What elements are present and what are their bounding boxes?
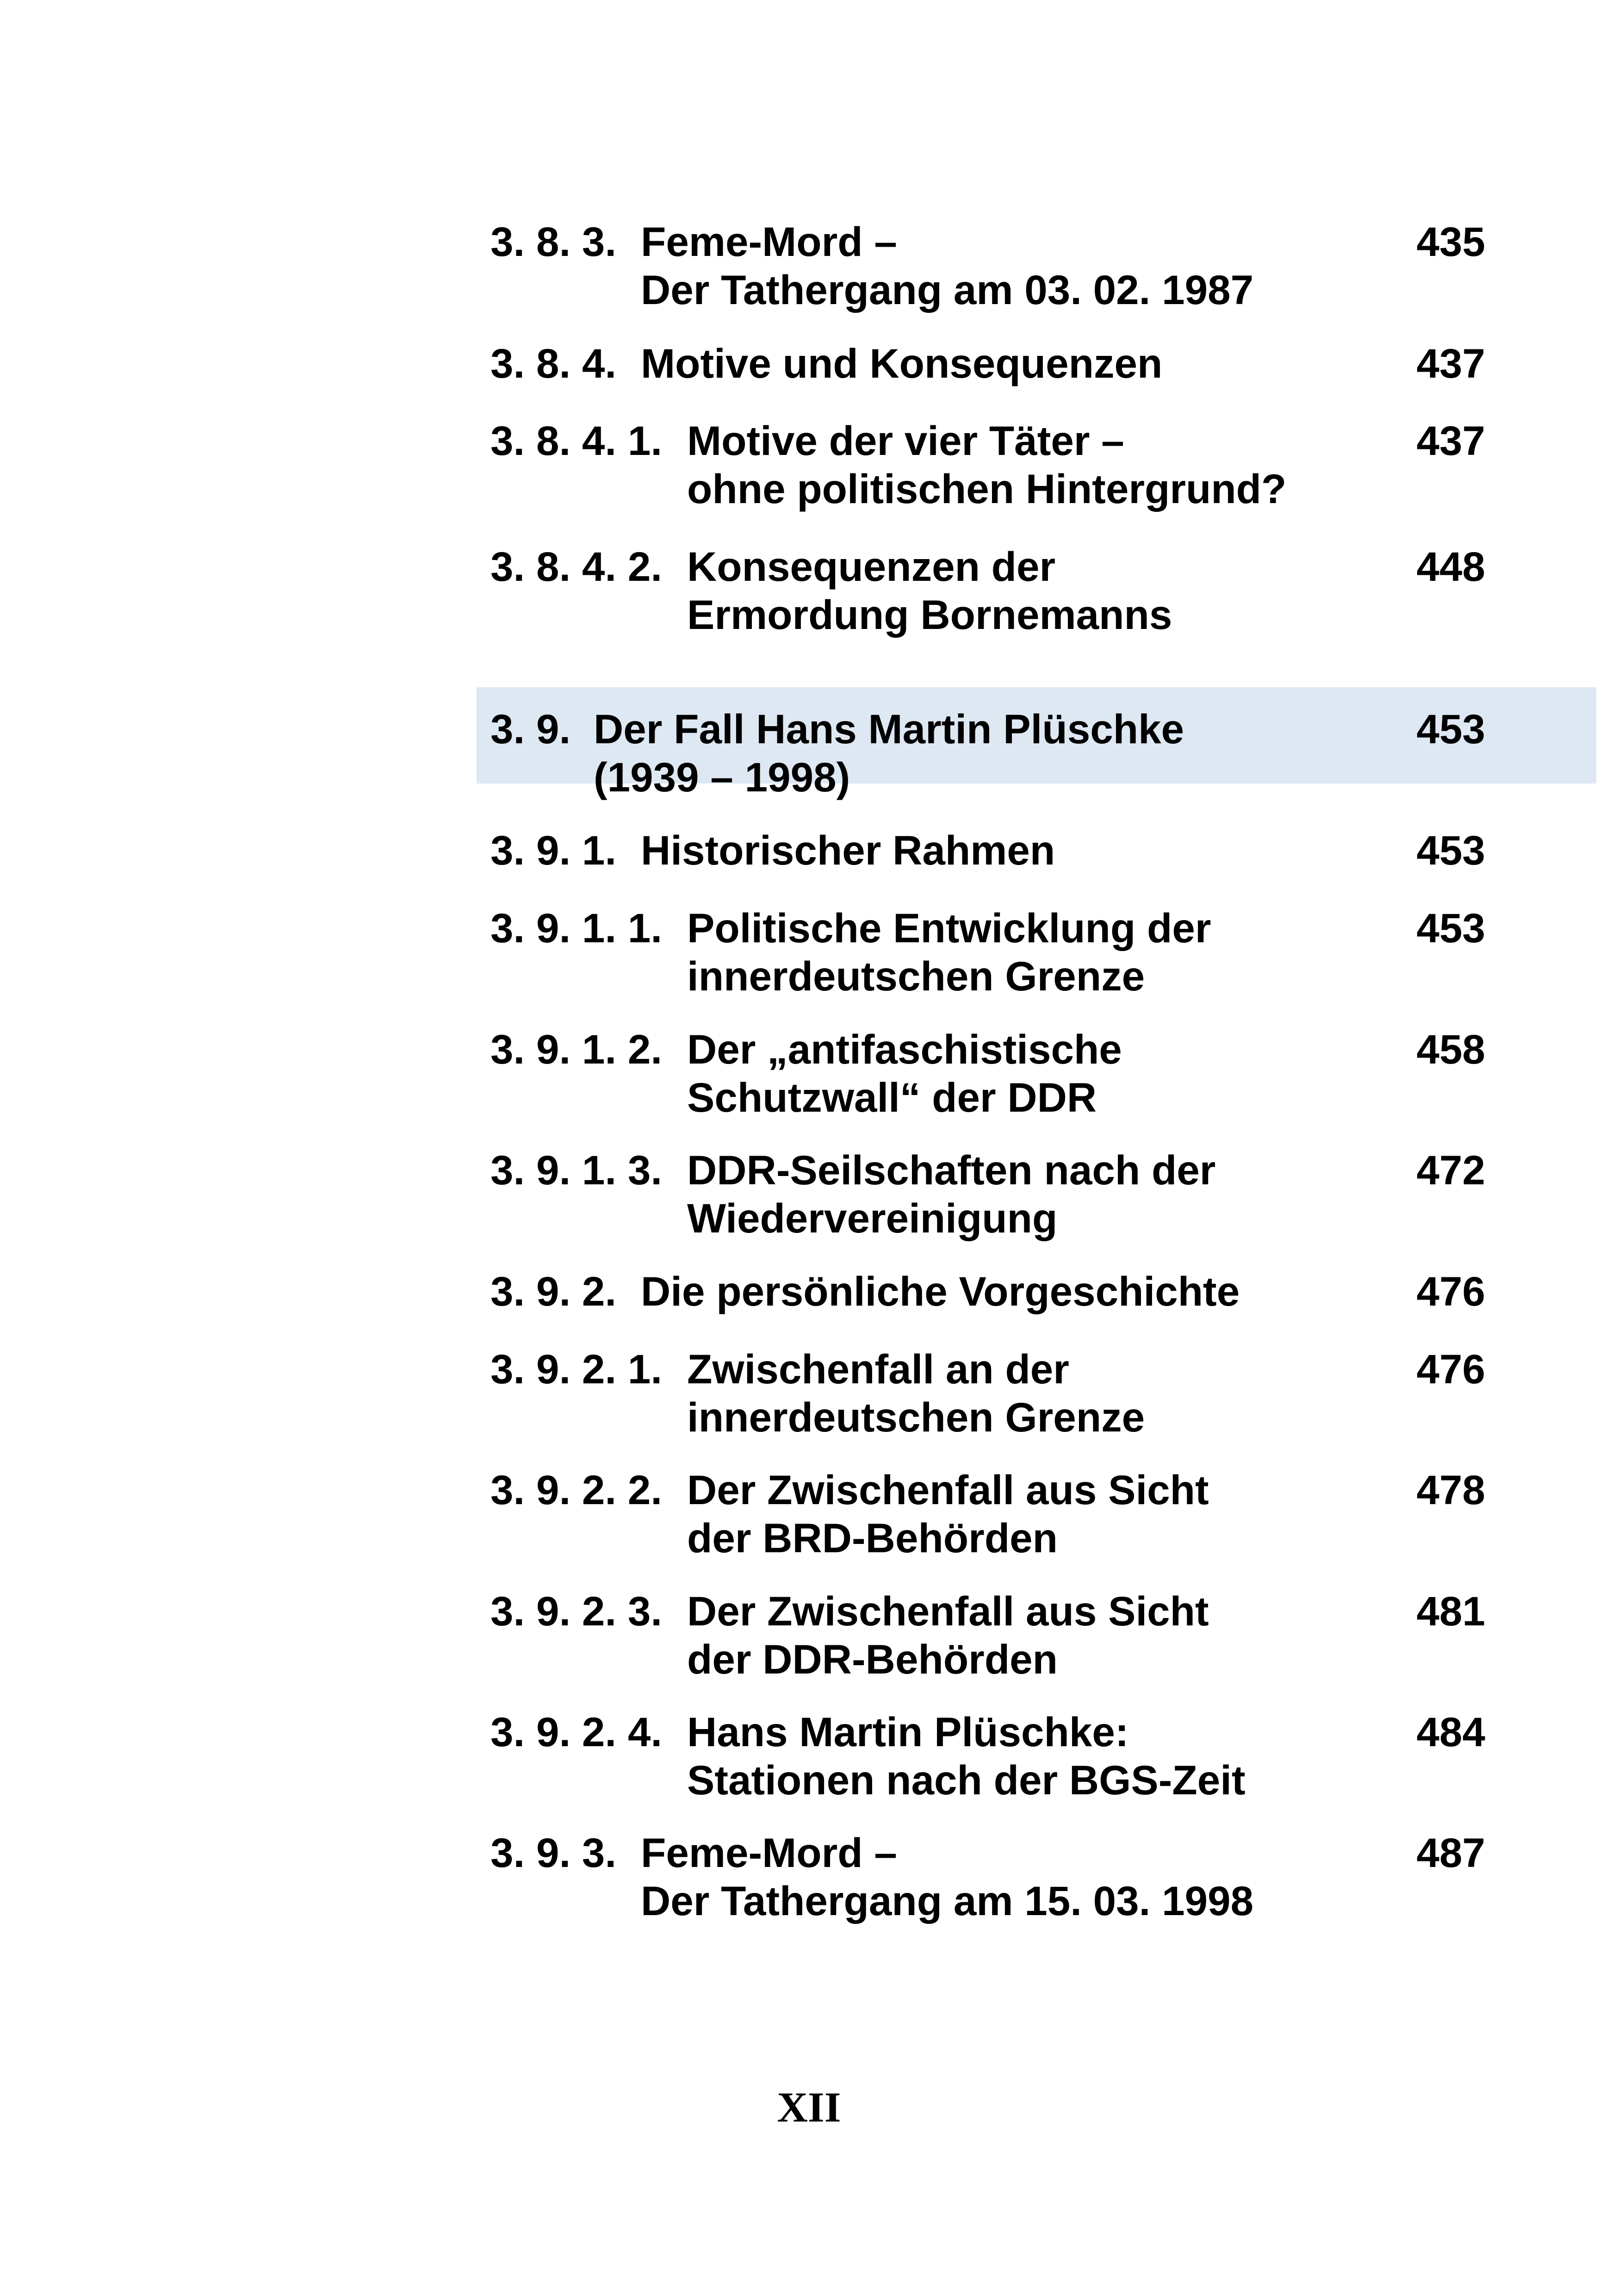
page-number: 481 [1416, 1588, 1485, 1634]
section-number: 3. 8. 4. [490, 340, 617, 386]
section-number: 3. 8. 3. [490, 218, 617, 265]
page-number: 476 [1416, 1268, 1485, 1314]
section-title [641, 1267, 1240, 1315]
section-number: 3. 9. 2. 4. [490, 1709, 663, 1755]
section-title-line: Der Zwischenfall aus Sicht [687, 1588, 1209, 1634]
section-title [687, 417, 1286, 513]
section-title-line: (1939 – 1998) [594, 754, 850, 800]
page-number: 435 [1416, 218, 1485, 265]
section-title-line: Der „antifaschistische [687, 1026, 1122, 1072]
section-number: 3. 9. 2. 2. [490, 1467, 663, 1513]
section-title [641, 339, 1162, 387]
section-title-line: Der Tathergang am 03. 02. 1987 [641, 267, 1254, 313]
section-title [641, 826, 1055, 874]
section-title [687, 1587, 1209, 1683]
section-title-line: innerdeutschen Grenze [687, 953, 1145, 999]
section-number: 3. 8. 4. 1. [490, 417, 663, 464]
page-number: 478 [1416, 1467, 1485, 1513]
section-number: 3. 9. [490, 706, 571, 752]
section-title-line: Der Tathergang am 15. 03. 1998 [641, 1878, 1254, 1924]
section-title-line: ohne politischen Hintergrund? [687, 466, 1287, 512]
section-title-line: Politische Entwicklung der [687, 905, 1211, 951]
page-footer-numeral: XII [777, 2084, 841, 2131]
section-title [687, 904, 1211, 1000]
section-title-line: der DDR-Behörden [687, 1636, 1058, 1682]
section-title [687, 1708, 1246, 1804]
section-number: 3. 9. 2. 1. [490, 1346, 663, 1392]
section-title-line: innerdeutschen Grenze [687, 1394, 1145, 1440]
page-number: 453 [1416, 706, 1485, 752]
section-number: 3. 9. 1. [490, 827, 617, 873]
page-number: 484 [1416, 1709, 1485, 1755]
page-number: 448 [1416, 543, 1485, 590]
section-title-line: Die persönliche Vorgeschichte [641, 1268, 1240, 1314]
page-number: 437 [1416, 340, 1485, 386]
section-number: 3. 9. 1. 3. [490, 1147, 663, 1193]
section-title-line: Motive und Konsequenzen [641, 340, 1163, 386]
page-number: 453 [1416, 905, 1485, 951]
section-title-line: Zwischenfall an der [687, 1346, 1069, 1392]
page-number: 487 [1416, 1829, 1485, 1876]
section-title-line: DDR-Seilschaften nach der [687, 1147, 1216, 1193]
section-title-line: Stationen nach der BGS-Zeit [687, 1757, 1246, 1803]
page-number: 437 [1416, 417, 1485, 464]
page-number: 453 [1416, 827, 1485, 873]
section-title-line: Konsequenzen der [687, 543, 1056, 590]
section-title-line: Ermordung Bornemanns [687, 591, 1172, 638]
section-title-line: Feme-Mord – [641, 1829, 897, 1876]
section-title [641, 1829, 1253, 1925]
section-title-line: Historischer Rahmen [641, 827, 1055, 873]
section-number: 3. 9. 3. [490, 1829, 617, 1876]
section-title [687, 542, 1172, 639]
section-title-line: Hans Martin Plüschke: [687, 1709, 1129, 1755]
section-title-line: Wiedervereinigung [687, 1195, 1058, 1241]
section-number: 3. 9. 2. [490, 1268, 617, 1314]
page-number: 458 [1416, 1026, 1485, 1072]
section-title [687, 1345, 1145, 1441]
section-title-line: Der Zwischenfall aus Sicht [687, 1467, 1209, 1513]
section-title [687, 1025, 1122, 1121]
section-title [594, 705, 1184, 801]
section-title-line: der BRD-Behörden [687, 1515, 1058, 1561]
section-title-line: Der Fall Hans Martin Plüschke [594, 706, 1184, 752]
section-title [687, 1146, 1215, 1242]
section-title-line: Motive der vier Täter – [687, 417, 1124, 464]
section-title-line: Feme-Mord – [641, 218, 897, 265]
section-number: 3. 9. 1. 1. [490, 905, 663, 951]
section-title [687, 1466, 1209, 1562]
page-number: 472 [1416, 1147, 1485, 1193]
page-number: 476 [1416, 1346, 1485, 1392]
section-number: 3. 8. 4. 2. [490, 543, 663, 590]
section-number: 3. 9. 1. 2. [490, 1026, 663, 1072]
section-number: 3. 9. 2. 3. [490, 1588, 663, 1634]
section-title-line: Schutzwall“ der DDR [687, 1074, 1097, 1120]
section-title [641, 218, 1253, 314]
